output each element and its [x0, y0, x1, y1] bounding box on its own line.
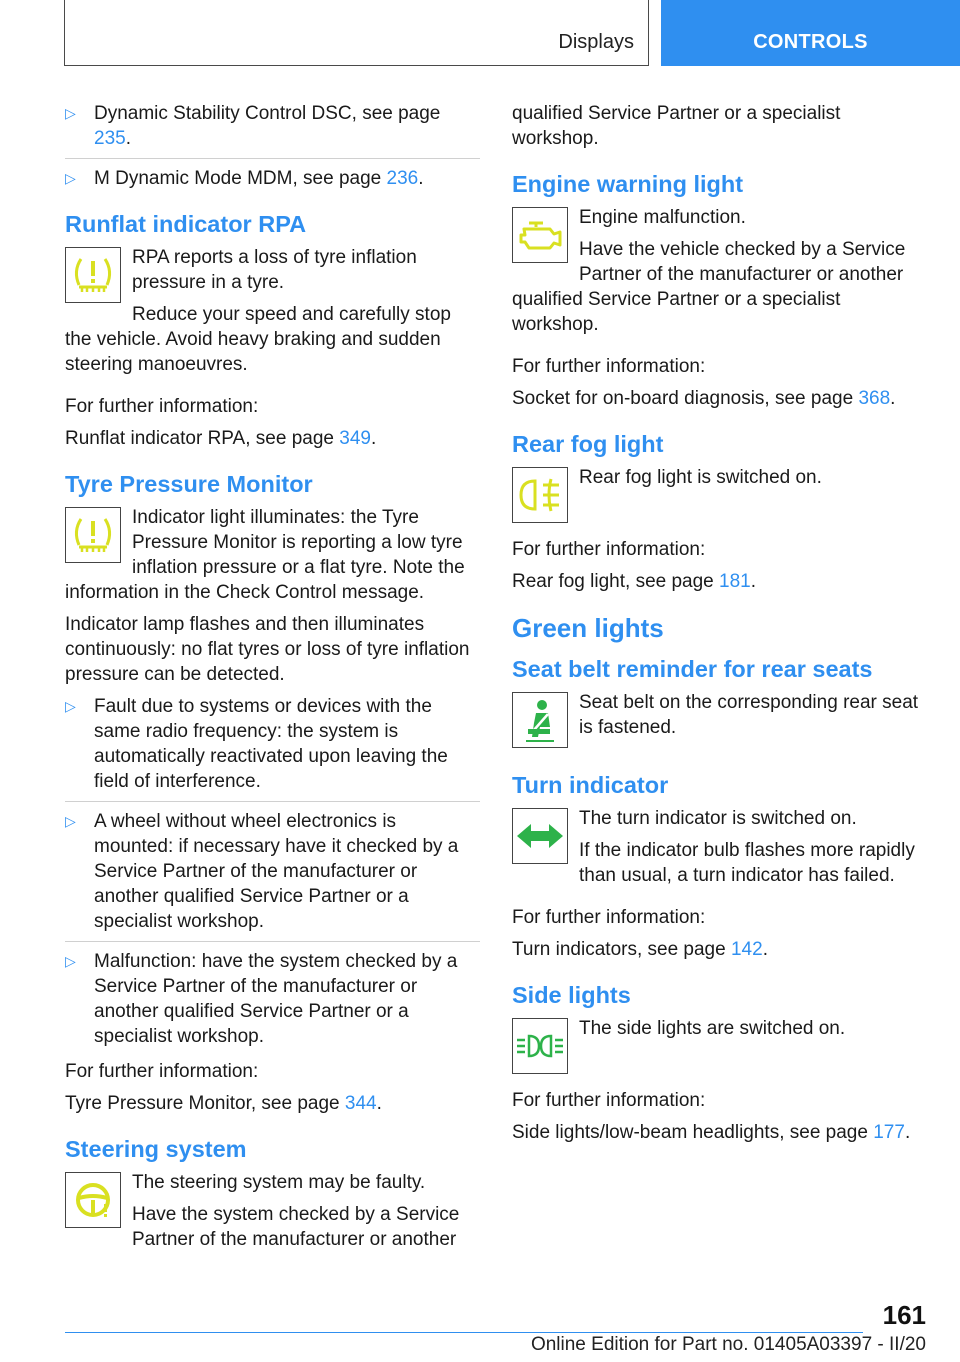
section-heading: Runflat indicator RPA	[65, 211, 307, 237]
paragraph: Turn indicators, see page 142.	[512, 939, 768, 960]
paragraph: Socket for on-board diagnosis, see page 368.	[512, 388, 896, 409]
page-number: 161	[882, 1300, 926, 1330]
paragraph: Indicator light illuminates: the Tyre Pressure Monitor is reporting a low tyre inflation pressure or a flat tyre. Note the information in the Check Control message.	[65, 507, 465, 603]
turn-indicator-arrows-icon	[512, 808, 568, 864]
section-heading: Steering system	[65, 1136, 247, 1162]
paragraph: Rear fog light is switched on.	[579, 467, 822, 488]
tyre-pressure-warning-icon	[65, 507, 121, 563]
side-lights-icon	[512, 1018, 568, 1074]
bullet-triangle-icon: ▷	[65, 170, 76, 186]
paragraph: For further information:	[512, 907, 706, 928]
paragraph: Have the system checked by a Service Partner of the manufacturer or another	[132, 1204, 460, 1250]
section-heading: Turn indicator	[512, 772, 669, 798]
page-link[interactable]: 349	[339, 428, 371, 449]
seat-belt-icon	[512, 692, 568, 748]
page-link[interactable]: 368	[858, 388, 891, 409]
paragraph: Seat belt on the corresponding rear seat is fastened.	[579, 692, 919, 738]
page-link[interactable]: 177	[873, 1122, 905, 1143]
footer-edition: Online Edition for Part no. 01405A03397 - II/20	[530, 1334, 926, 1355]
section-heading: Seat belt reminder for rear seats	[512, 656, 873, 682]
left-column	[65, 101, 480, 1259]
section-heading: Side lights	[512, 982, 631, 1008]
paragraph: For further information:	[65, 1061, 259, 1082]
paragraph: The side lights are switched on.	[579, 1018, 846, 1039]
paragraph: For further information:	[512, 1090, 706, 1111]
paragraph: For further information:	[512, 539, 706, 560]
header-chapter-tab	[661, 0, 960, 66]
bullet-triangle-icon: ▷	[65, 813, 76, 829]
paragraph: Engine malfunction.	[579, 207, 746, 228]
header-section-label: Displays	[558, 31, 634, 53]
paragraph: For further information:	[512, 356, 706, 377]
paragraph: The steering system may be faulty.	[132, 1172, 426, 1193]
paragraph: Runflat indicator RPA, see page 349.	[65, 428, 377, 449]
paragraph: If the indicator bulb flashes more rapidly than usual, a turn indicator has failed.	[579, 840, 915, 886]
page-link[interactable]: 235	[94, 128, 126, 149]
paragraph: Reduce your speed and carefully stop the vehicle. Avoid heavy braking and sudden steering manoeuvres.	[65, 304, 451, 375]
chapter-heading: Green lights	[512, 613, 664, 643]
rear-fog-light-icon	[512, 467, 568, 523]
section-heading: Engine warning light	[512, 171, 744, 197]
paragraph: qualified Service Partner or a specialist workshop.	[512, 103, 841, 149]
divider	[65, 801, 480, 802]
section-heading: Tyre Pressure Monitor	[65, 471, 313, 497]
divider	[65, 158, 480, 159]
paragraph: The turn indicator is switched on.	[579, 808, 857, 829]
bullet-triangle-icon: ▷	[65, 698, 76, 714]
list-item: ▷ Malfunction: have the system checked by a Service Partner of the manufacturer or another qualified Service Partner or a specialist workshop.	[65, 951, 458, 1047]
steering-wheel-warning-icon	[65, 1172, 121, 1228]
paragraph: Side lights/low-beam headlights, see page 177.	[512, 1122, 911, 1143]
tyre-warning-icon	[65, 247, 121, 303]
bullet-triangle-icon: ▷	[65, 105, 76, 121]
bullet-triangle-icon: ▷	[65, 953, 76, 969]
right-column	[512, 101, 927, 1152]
page-link[interactable]: 236	[386, 168, 419, 189]
page-link[interactable]: 344	[344, 1093, 377, 1114]
paragraph: For further information:	[65, 396, 259, 417]
page-link[interactable]: 142	[730, 939, 763, 960]
list-item: ▷ A wheel without wheel electronics is mounted: if necessary have it checked by a Service Partner of the manufacturer or another qualified Service Partner or a specialist workshop.	[65, 811, 459, 932]
paragraph: RPA reports a loss of tyre inflation pressure in a tyre.	[132, 247, 417, 293]
header-chapter-label: CONTROLS	[753, 31, 868, 53]
section-heading: Rear fog light	[512, 431, 664, 457]
paragraph: Have the vehicle checked by a Service Partner of the manufacturer or another qualified Service Partner or a specialist workshop.	[512, 239, 906, 335]
paragraph: Rear fog light, see page 181.	[512, 571, 757, 592]
paragraph: Tyre Pressure Monitor, see page 344.	[65, 1093, 382, 1114]
header-section-tab	[64, 0, 649, 66]
paragraph: Indicator lamp flashes and then illuminates continuously: no flat tyres or loss of tyre inflation pressure can be detected.	[65, 614, 470, 685]
page-link[interactable]: 181	[719, 571, 751, 592]
list-item: ▷ M Dynamic Mode MDM, see page 236.	[65, 168, 424, 189]
engine-warning-icon	[512, 207, 568, 263]
list-item: ▷ Dynamic Stability Control DSC, see page 235.	[65, 103, 441, 149]
footer-divider	[65, 1332, 863, 1333]
divider	[65, 941, 480, 942]
list-item: ▷ Fault due to systems or devices with the same radio frequency: the system is automatically reactivated upon leaving the field of interference.	[65, 696, 448, 792]
